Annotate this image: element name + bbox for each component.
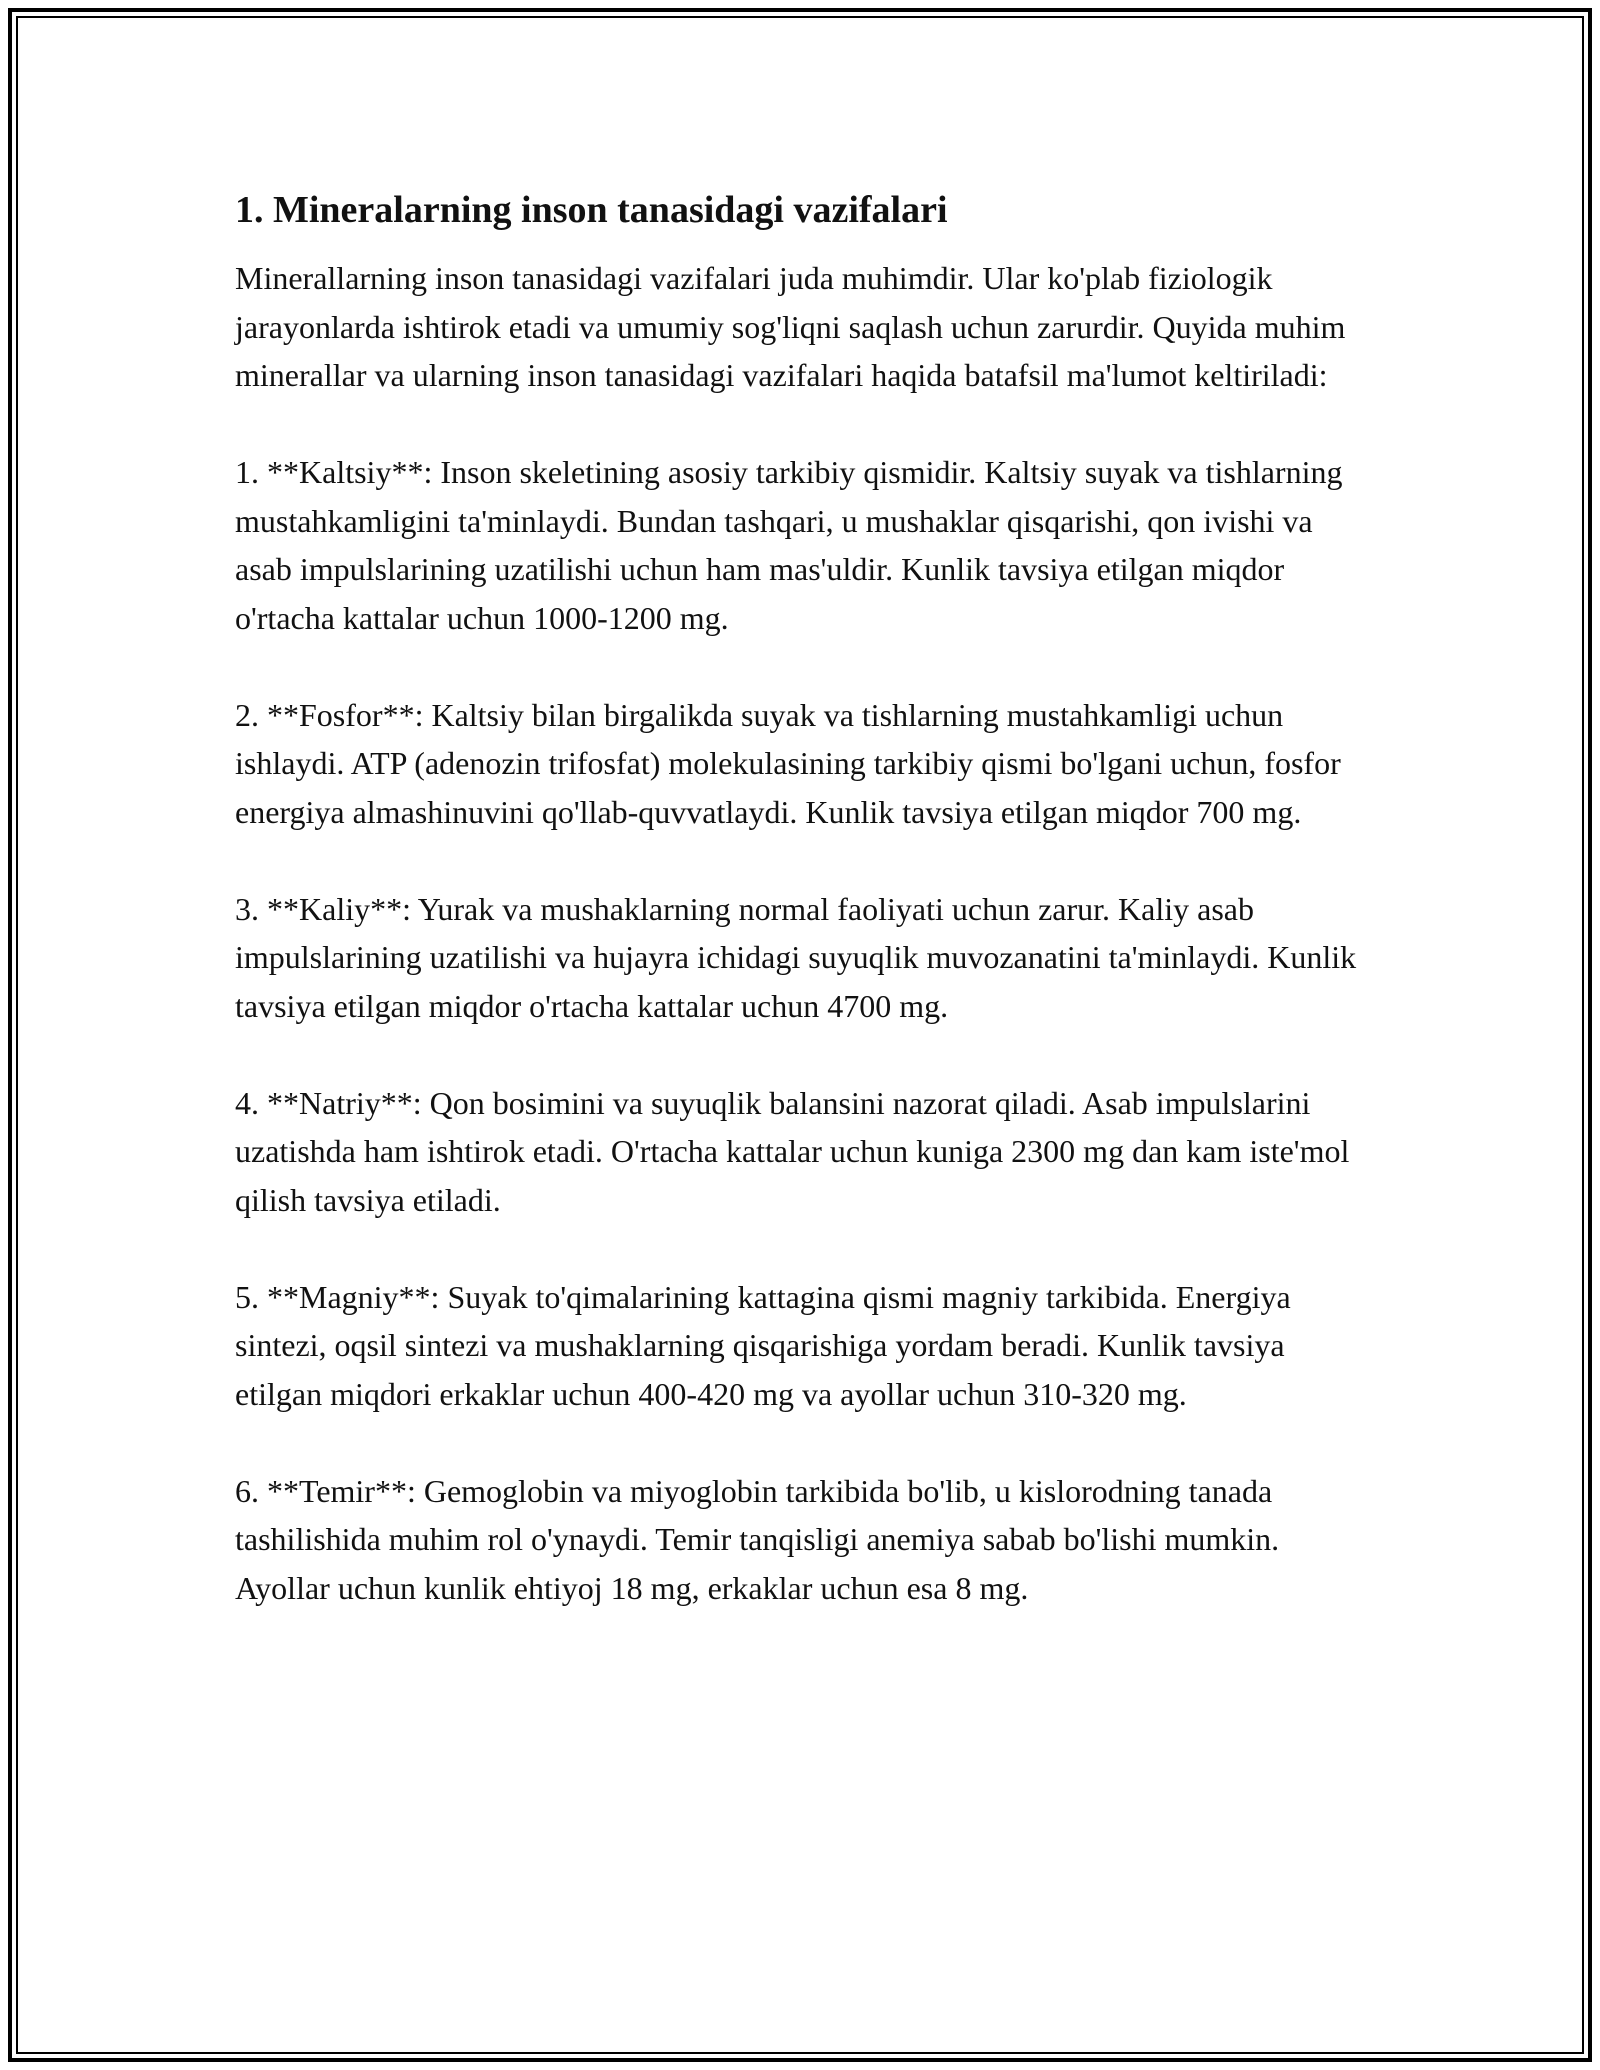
mineral-item-fosfor: 2. **Fosfor**: Kaltsiy bilan birgalikda suyak va tishlarning mustahkamligi uchun ishlaydi. ATP (adenozin trifosfat) molekulasining tarkibiy qismi bo'lgani uchun, fosfor energiya almashinuvini qo'llab-quvvatlaydi. Kunlik tavsiya etilgan miqdor 700 mg. [235, 696, 1341, 830]
mineral-item-temir: 6. **Temir**: Gemoglobin va miyoglobin tarkibida bo'lib, u kislorodning tanada tashilishida muhim rol o'ynaydi. Temir tanqisligi anemiya sabab bo'lishi mumkin. Ayollar uchun kunlik ehtiyoj 18 mg, erkaklar uchun esa 8 mg. [235, 1472, 1280, 1606]
mineral-item-kaltsiy: 1. **Kaltsiy**: Inson skeletining asosiy tarkibiy qismidir. Kaltsiy suyak va tishlarning mustahkamligini ta'minlaydi. Bundan tashqari, u mushaklar qisqarishi, qon ivishi va asab impulslarining uzatilishi uchun ham mas'uldir. Kunlik tavsiya etilgan miqdor o'rtacha kattalar uchun 1000-1200 mg. [235, 454, 1343, 636]
document-title: 1. Mineralarning inson tanasidagi vazifalari [235, 189, 948, 231]
mineral-item-natriy: 4. **Natriy**: Qon bosimini va suyuqlik balansini nazorat qiladi. Asab impulslarini uzatishda ham ishtirok etadi. O'rtacha kattalar uchun kuniga 2300 mg dan kam iste'mol qilish tavsiya etiladi. [235, 1084, 1350, 1218]
mineral-item-magniy: 5. **Magniy**: Suyak to'qimalarining kattagina qismi magniy tarkibida. Energiya sintezi, oqsil sintezi va mushaklarning qisqarishiga yordam beradi. Kunlik tavsiya etilgan miqdori erkaklar uchun 400-420 mg va ayollar uchun 310-320 mg. [235, 1278, 1291, 1412]
mineral-item-kaliy: 3. **Kaliy**: Yurak va mushaklarning normal faoliyati uchun zarur. Kaliy asab impulslarining uzatilishi va hujayra ichidagi suyuqlik muvozanatini ta'minlaydi. Kunlik tavsiya etilgan miqdor o'rtacha kattalar uchun 4700 mg. [235, 890, 1357, 1024]
intro-paragraph: Minerallarning inson tanasidagi vazifalari juda muhimdir. Ular ko'plab fiziologik jarayonlarda ishtirok etadi va umumiy sog'liqni saqlash uchun zarurdir. Quyida muhim minerallar va ularning inson tanasidagi vazifalari haqida batafsil ma'lumot keltiriladi: [235, 260, 1346, 393]
document-body [235, 186, 1375, 1661]
